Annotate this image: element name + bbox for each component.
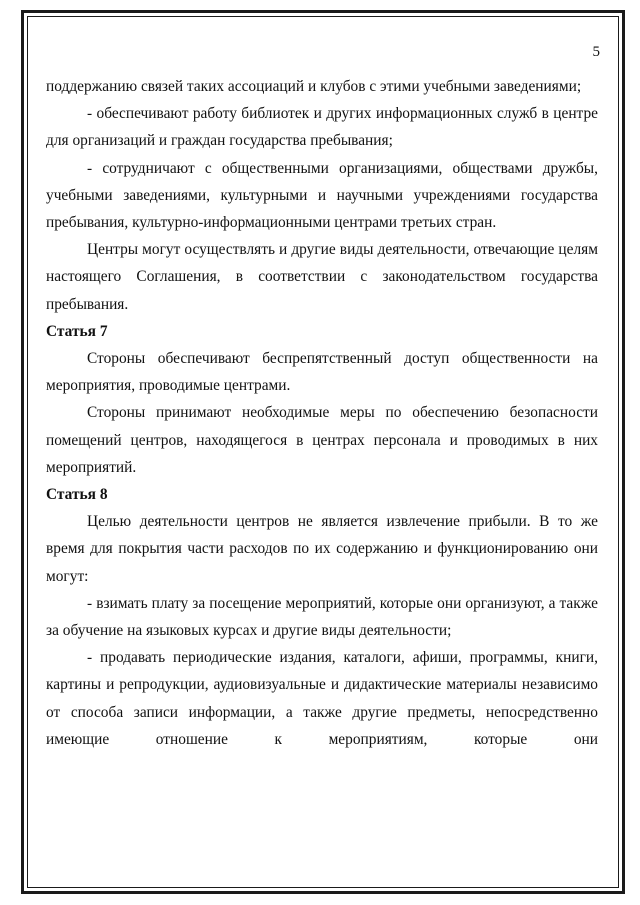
article-7-heading: Статья 7 xyxy=(46,322,108,340)
article-7-paragraph-access: Стороны обеспечивают беспрепятственный доступ общественности на мероприятия, проводимые центрами. xyxy=(46,350,598,395)
article-8-paragraph-sales: - продавать периодические издания, каталоги, афиши, программы, книги, картины и репродукции, аудиовизуальные и дидактические материалы независимо от способа записи информации, а также другие предметы, непосредственно имеющие отношение к мероприятиям, которые они xyxy=(46,649,598,748)
article-8-paragraph-purpose: Целью деятельности центров не является извлечение прибыли. В то же время для покрытия части расходов по их содержанию и функционированию они могут: xyxy=(46,513,598,585)
article-8-paragraph-fees: - взимать плату за посещение мероприятий, которые они организуют, а также за обучение на языковых курсах и другие виды деятельности; xyxy=(46,594,598,640)
document-body xyxy=(46,73,598,753)
page-number: 5 xyxy=(592,44,600,60)
paragraph-continuation: поддержанию связей таких ассоциаций и клубов с этими учебными заведениями; xyxy=(46,78,582,95)
paragraph-other-activities: Центры могут осуществлять и другие виды деятельности, отвечающие целям настоящего Соглашения, в соответствии с законодательством государства пребывания. xyxy=(46,241,598,313)
paragraph-cooperation: - сотрудничают с общественными организациями, обществами дружбы, учебными заведениями, культурными и научными учреждениями государства пребывания, культурно-информационными центрами третьих стран. xyxy=(46,159,598,232)
paragraph-libraries: - обеспечивают работу библиотек и других информационных служб в центре для организаций и граждан государства пребывания; xyxy=(46,105,598,150)
article-7-paragraph-security: Стороны принимают необходимые меры по обеспечению безопасности помещений центров, находящегося в центрах персонала и проводимых в них мероприятий. xyxy=(46,404,598,476)
article-8-heading: Статья 8 xyxy=(46,486,108,504)
